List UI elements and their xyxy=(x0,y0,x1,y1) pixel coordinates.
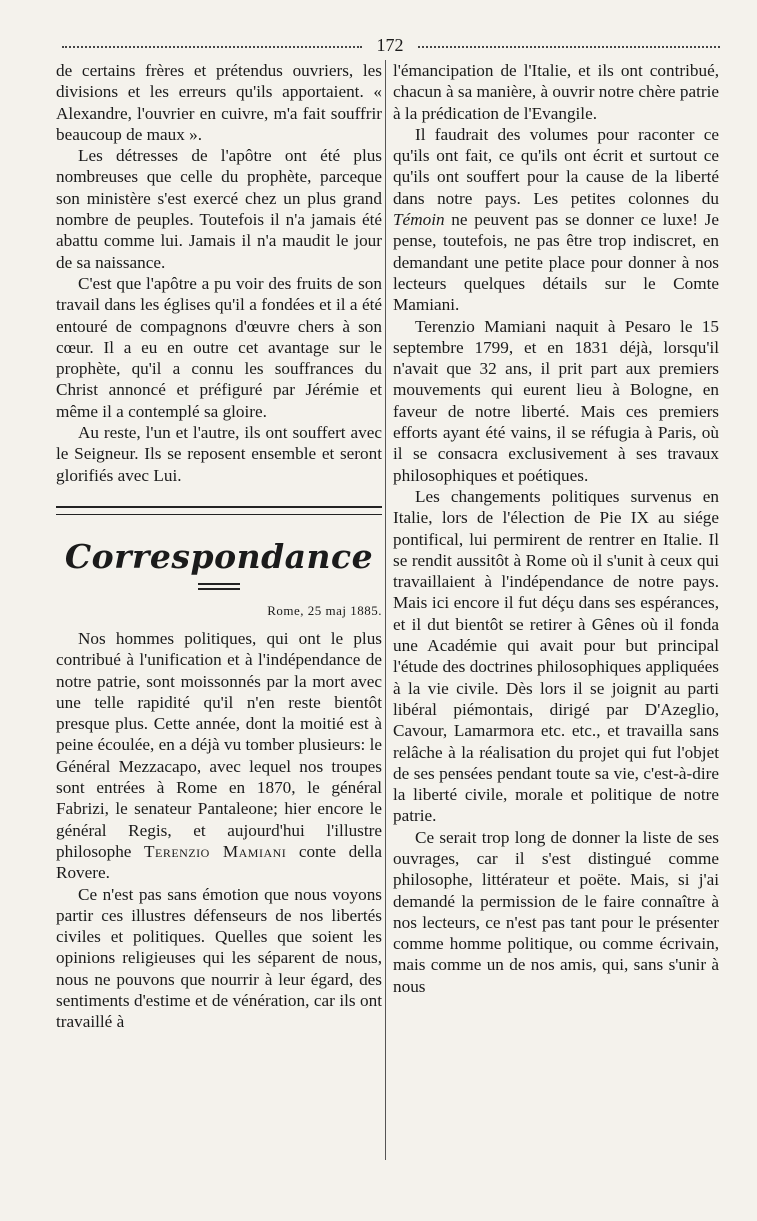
right-column xyxy=(393,60,719,997)
paragraph-text: Nos hommes politiques, qui ont le plus contribué à l'unification et à l'indépendance de notre patrie, sont moissonnés par la mort avec une telle rapidité qu'il n'en reste bientôt presque plus. Cette année, dont la moitié est à peine écoulée, en a déjà vu tomber plusieurs: le Général Mezzacapo, avec lequel nos troupes sont entrées à Rome en 1870, le général Fabrizi, le senateur Pantaleone; hier encore le général Regis, et aujourd'hui l'illustre philosophe xyxy=(56,628,382,861)
paragraph xyxy=(56,628,382,884)
page-number: 172 xyxy=(376,35,404,55)
page-header xyxy=(62,34,720,56)
paragraph: Les détresses de l'apôtre ont été plus nombreuses que celle du prophète, parceque son ministère s'est exercé chez un plus grand nombre de peuples. Toutefois il n'a jamais été abattu comme lui. Jamais il n'a maudit le jour de sa naissance. xyxy=(56,146,382,272)
section-separator xyxy=(56,506,382,515)
column-divider xyxy=(385,60,386,1160)
left-column xyxy=(56,60,382,1033)
header-rule-right xyxy=(418,46,720,48)
paragraph-text: conte della Rovere. xyxy=(56,841,383,883)
paragraph: l'émancipation de l'Italie, et ils ont contribué, chacun à sa manière, à ouvrir notre chère patrie à la prédication de l'Evangile. xyxy=(393,61,719,123)
header-rule-left xyxy=(62,46,362,48)
paragraph xyxy=(393,124,719,316)
paragraph: Terenzio Mamiani naquit à Pesaro le 15 septembre 1799, et en 1831 déjà, lorsqu'il n'avait que 32 ans, il prit part aux premiers mouvements qui eurent lieu à Bologne, en faveur de notre liberté. Mais ces premiers efforts ayant été vains, il se réfugia à Paris, où il se consacra exclusivement à ses travaux philosophiques et poétiques. xyxy=(393,316,719,485)
paragraph-text: Il faudrait des volumes pour raconter ce qu'ils ont fait, ce qu'ils ont écrit et surtout ce qu'ils ont souffert pour la cause de la liberté dans notre pays. Les petites colonnes du xyxy=(393,124,719,208)
journal-title: Témoin xyxy=(393,210,445,230)
paragraph: C'est que l'apôtre a pu voir des fruits de son travail dans les églises qu'il a fondées et il a été entouré de compagnons d'œuvre chers à son cœur. Il a eu en outre cet avantage sur le prophète, qu'il a connu les souffrances du Christ annoncé et préfiguré par Jérémie et même il a contemplé sa gloire. xyxy=(56,273,382,421)
dateline: Rome, 25 maj 1885. xyxy=(267,602,382,618)
person-name: Terenzio Mamiani xyxy=(143,841,287,861)
title-rule xyxy=(198,583,240,590)
paragraph: Au reste, l'un et l'autre, ils ont souffert avec le Seigneur. Ils se reposent ensemble et seront glorifiés avec Lui. xyxy=(56,423,382,485)
paragraph-text: ne peuvent pas se donner ce luxe! Je pense, toutefois, ne pas être trop indiscret, en demandant une petite place pour donner à nos lecteurs quelques détails sur le Comte Mamiani. xyxy=(393,210,719,315)
paragraph: de certains frères et prétendus ouvriers, les divisions et les erreurs qu'ils apportaient. « Alexandre, l'ouvrier en cuivre, m'a fait souffrir beaucoup de maux ». xyxy=(56,61,382,144)
section-title: Correspondance xyxy=(64,536,374,576)
paragraph: Les changements politiques survenus en Italie, lors de l'élection de Pie IX au siége pontifical, lui permirent de rentrer en Italie. Il se rendit aussitôt à Rome où il s'unit à ceux qui travaillaient à l'indépendance de notre pays. Mais ici encore il fut déçu dans ses espérances, et il dut bientôt se retirer à Gênes où il fonda une Académie qui avait pour but principal l'étude des doctrines philosophiques appliquées à la vie civile. Dès lors il se joignit au parti libéral piémontais, dirigé par D'Azeglio, Cavour, Lamarmora etc. etc., et travailla sans relâche à la réalisation du projet qui fut l'objet de ses pensées pendant toute sa vie, c'est-à-dire la liberté civile, morale et politique de notre patrie. xyxy=(393,486,719,826)
paragraph: Ce n'est pas sans émotion que nous voyons partir ces illustres défenseurs de nos libertés civiles et politiques. Quelles que soient les opinions religieuses qui les séparent de nous, nous ne pouvons que nourrir à leur égard, des sentiments d'estime et de vénération, car ils ont travaillé à xyxy=(56,884,382,1032)
paragraph: Ce serait trop long de donner la liste de ses ouvrages, car il s'est distingué comme philosophe, littérateur et poëte. Mais, si j'ai demandé la permission de le faire connaître à nos lecteurs, ce n'est pas tant pour le présenter comme homme politique, ou comme écrivain, mais comme un de nos amis, qui, sans s'unir à nous xyxy=(393,827,719,996)
